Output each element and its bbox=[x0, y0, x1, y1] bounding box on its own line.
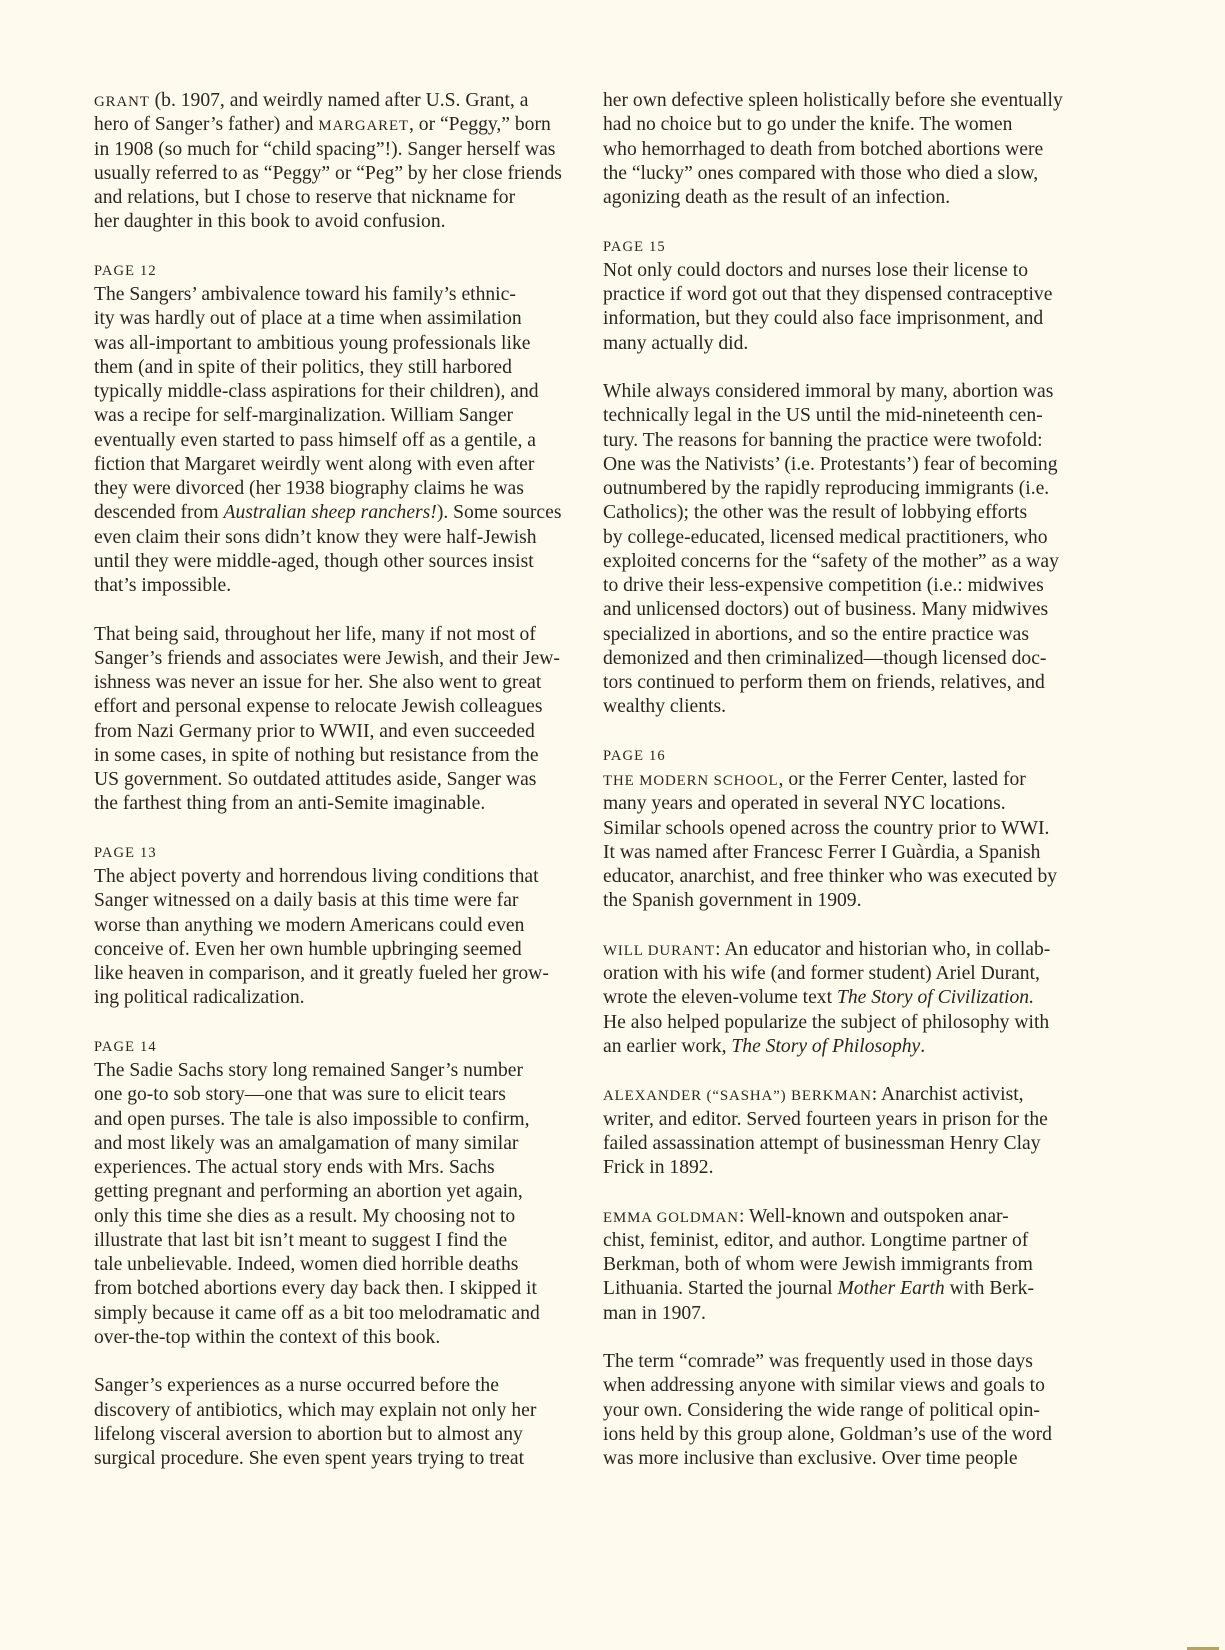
text-line bbox=[94, 186, 574, 210]
text-line bbox=[94, 477, 574, 501]
text-run: ). Some sources bbox=[436, 502, 562, 524]
text-run: an earlier work, bbox=[603, 1035, 732, 1057]
text-line bbox=[603, 986, 1083, 1010]
small-caps-term: WILL DURANT bbox=[603, 942, 716, 959]
text-line bbox=[603, 1229, 1083, 1253]
text-run: eventually even started to pass himself off as a gentile, a bbox=[94, 429, 536, 451]
text-run: Frick in 1892. bbox=[603, 1157, 714, 1178]
text-run: chist, feminist, editor, and author. Longtime partner of bbox=[603, 1229, 1029, 1251]
text-line bbox=[603, 938, 1083, 962]
text-line bbox=[94, 404, 574, 428]
text-run: ing political radicalization. bbox=[94, 987, 305, 1009]
text-run: The term “comrade” was frequently used in those days bbox=[603, 1351, 1033, 1372]
text-run: experiences. The actual story ends with Mrs. Sachs bbox=[94, 1157, 495, 1178]
small-caps-term: MARGARET bbox=[318, 118, 409, 135]
paragraph bbox=[603, 1205, 1083, 1326]
text-run: tury. The reasons for banning the practice were twofold: bbox=[603, 429, 1043, 451]
paragraph-spacer bbox=[603, 720, 1083, 744]
page-label: PAGE 14 bbox=[94, 1038, 157, 1055]
text-line bbox=[603, 429, 1083, 453]
text-line bbox=[603, 307, 1083, 331]
paragraph-spacer bbox=[94, 598, 574, 622]
italic-title: The Story of Civilization. bbox=[836, 987, 1034, 1009]
text-line bbox=[603, 623, 1083, 647]
text-run: was more inclusive than exclusive. Over time people bbox=[603, 1448, 1018, 1469]
text-run: in some cases, in spite of nothing but resistance from the bbox=[94, 744, 539, 766]
text-line bbox=[94, 332, 574, 356]
paragraph-spacer bbox=[94, 1350, 574, 1374]
text-run: ions held by this group alone, Goldman’s use of the word bbox=[603, 1423, 1052, 1445]
page-label: PAGE 13 bbox=[94, 844, 157, 861]
text-run: only this time she dies as a result. My choosing not to bbox=[94, 1205, 516, 1227]
paragraph-spacer bbox=[603, 1326, 1083, 1350]
text-line bbox=[603, 404, 1083, 428]
text-line bbox=[94, 356, 574, 380]
text-line bbox=[94, 671, 574, 695]
text-line bbox=[94, 138, 574, 162]
text-line bbox=[94, 526, 574, 550]
text-line bbox=[603, 671, 1083, 695]
text-line bbox=[94, 889, 574, 913]
text-line bbox=[94, 1277, 574, 1301]
text-run: Catholics); the other was the result of lobbying efforts bbox=[603, 502, 1028, 524]
text-line bbox=[94, 938, 574, 962]
text-run: tors continued to perform them on friends, relatives, and bbox=[603, 672, 1045, 693]
text-run: and open purses. The tale is also impossible to confirm, bbox=[94, 1108, 530, 1130]
text-run: technically legal in the US until the mid-nineteenth cen- bbox=[603, 405, 1043, 427]
text-line bbox=[94, 962, 574, 986]
page-label: PAGE 16 bbox=[603, 747, 666, 764]
paragraph-spacer bbox=[94, 1011, 574, 1035]
text-run: While always considered immoral by many, abortion was bbox=[603, 381, 1054, 402]
paragraph-spacer bbox=[94, 817, 574, 841]
text-line bbox=[94, 550, 574, 574]
text-line bbox=[94, 501, 574, 525]
text-line bbox=[603, 1423, 1083, 1447]
text-run: (b. 1907, and weirdly named after U.S. Grant, a bbox=[149, 90, 529, 111]
text-line bbox=[603, 647, 1083, 671]
text-run: wealthy clients. bbox=[603, 696, 726, 718]
text-line bbox=[603, 695, 1083, 719]
text-run: specialized in abortions, and so the entire practice was bbox=[603, 623, 1030, 645]
text-run: writer, and editor. Served fourteen years in prison for the bbox=[603, 1108, 1048, 1130]
italic-title: Mother Earth bbox=[837, 1278, 945, 1300]
text-run: Sanger’s experiences as a nurse occurred before the bbox=[94, 1375, 499, 1397]
text-run: information, but they could also face imprisonment, and bbox=[603, 308, 1044, 330]
text-run: exploited concerns for the “safety of the mother” as a way bbox=[603, 550, 1059, 572]
text-run: they were divorced (her 1938 biography claims he was bbox=[94, 478, 524, 499]
paragraph bbox=[603, 235, 1083, 356]
text-line bbox=[603, 1083, 1083, 1107]
text-line bbox=[603, 768, 1083, 792]
text-run: discovery of antibiotics, which may explain not only her bbox=[94, 1399, 537, 1421]
text-line bbox=[94, 768, 574, 792]
text-run: One was the Nativists’ (i.e. Protestants’) fear of becoming bbox=[603, 453, 1058, 475]
text-run: surgical procedure. She even spent years trying to treat bbox=[94, 1448, 525, 1469]
text-line bbox=[603, 574, 1083, 598]
text-run: even claim their sons didn’t know they were half-Jewish bbox=[94, 526, 537, 548]
text-run: agonizing death as the result of an infection. bbox=[603, 187, 951, 208]
text-run: , or “Peggy,” born bbox=[408, 114, 551, 136]
text-run: and most likely was an amalgamation of many similar bbox=[94, 1132, 519, 1154]
text-run: getting pregnant and performing an abortion yet again, bbox=[94, 1181, 523, 1203]
text-run: failed assassination attempt of businessman Henry Clay bbox=[603, 1132, 1041, 1154]
text-run: in 1908 (so much for “child spacing”!). Sanger herself was bbox=[94, 138, 556, 160]
text-run: many actually did. bbox=[603, 332, 749, 354]
text-run: by college-educated, licensed medical practitioners, who bbox=[603, 526, 1048, 548]
text-run: them (and in spite of their politics, they still harbored bbox=[94, 356, 512, 378]
text-line bbox=[603, 1447, 1083, 1471]
text-run: the “lucky” ones compared with those who died a slow, bbox=[603, 162, 1039, 184]
paragraph bbox=[603, 744, 1083, 914]
text-run: typically middle-class aspirations for their children), and bbox=[94, 381, 539, 402]
text-line bbox=[603, 841, 1083, 865]
text-line bbox=[603, 1035, 1083, 1059]
text-run: until they were middle-aged, though other sources insist bbox=[94, 550, 534, 572]
text-run: ity was hardly out of place at a time when assimilation bbox=[94, 308, 522, 330]
text-run: It was named after Francesc Ferrer I Guàrdia, a Spanish bbox=[603, 841, 1041, 863]
text-line bbox=[603, 1132, 1083, 1156]
text-line bbox=[603, 138, 1083, 162]
text-line bbox=[603, 186, 1083, 210]
text-run: outnumbered by the rapidly reproducing immigrants (i.e. bbox=[603, 478, 1050, 499]
text-line bbox=[94, 792, 574, 816]
text-line bbox=[94, 1447, 574, 1471]
left-column bbox=[94, 89, 574, 1471]
text-line bbox=[603, 889, 1083, 913]
text-line bbox=[94, 574, 574, 598]
text-line bbox=[94, 380, 574, 404]
text-line bbox=[603, 1205, 1083, 1229]
text-line bbox=[94, 453, 574, 477]
text-line bbox=[94, 1132, 574, 1156]
text-run: man in 1907. bbox=[603, 1302, 706, 1324]
right-column bbox=[603, 89, 1083, 1471]
text-line bbox=[94, 1059, 574, 1083]
text-line bbox=[603, 598, 1083, 622]
text-line bbox=[94, 429, 574, 453]
paragraph bbox=[94, 623, 574, 817]
paragraph bbox=[94, 1035, 574, 1350]
italic-title: Australian sheep ranchers! bbox=[223, 502, 437, 524]
text-line bbox=[94, 1205, 574, 1229]
text-run: had no choice but to go under the knife. The women bbox=[603, 114, 1013, 136]
small-caps-term: EMMA GOLDMAN bbox=[603, 1209, 739, 1226]
text-run: simply because it came off as a bit too melodramatic and bbox=[94, 1302, 540, 1324]
paragraph bbox=[94, 841, 574, 1011]
text-line bbox=[603, 477, 1083, 501]
text-run: Similar schools opened across the country prior to WWI. bbox=[603, 817, 1050, 839]
page-label: PAGE 15 bbox=[603, 238, 666, 255]
text-line bbox=[603, 1399, 1083, 1423]
text-run: the Spanish government in 1909. bbox=[603, 890, 862, 912]
text-run: many years and operated in several NYC locations. bbox=[603, 793, 1006, 815]
text-line bbox=[603, 1302, 1083, 1326]
text-line bbox=[94, 210, 574, 234]
text-run: usually referred to as “Peggy” or “Peg” by her close friends bbox=[94, 162, 562, 184]
text-line bbox=[603, 501, 1083, 525]
text-run: one go-to sob story—one that was sure to elicit tears bbox=[94, 1084, 506, 1106]
paragraph bbox=[603, 1083, 1083, 1180]
text-run: educator, anarchist, and free thinker who was executed by bbox=[603, 866, 1058, 887]
text-line bbox=[94, 1083, 574, 1107]
text-run: illustrate that last bit isn’t meant to suggest I find the bbox=[94, 1229, 508, 1251]
text-run: over-the-top within the context of this book. bbox=[94, 1326, 441, 1348]
paragraph bbox=[94, 1374, 574, 1471]
text-line bbox=[94, 89, 574, 113]
text-run: her own defective spleen holistically before she eventually bbox=[603, 90, 1063, 111]
text-line bbox=[94, 1399, 574, 1423]
text-line bbox=[603, 550, 1083, 574]
text-line bbox=[603, 89, 1083, 113]
text-line bbox=[94, 695, 574, 719]
text-line bbox=[603, 332, 1083, 356]
text-run: Sanger’s friends and associates were Jewish, and their Jew- bbox=[94, 647, 560, 669]
text-run: the farthest thing from an anti-Semite imaginable. bbox=[94, 793, 486, 815]
text-line bbox=[603, 113, 1083, 137]
paragraph-spacer bbox=[94, 235, 574, 259]
text-run: US government. So outdated attitudes aside, Sanger was bbox=[94, 769, 537, 790]
paragraph bbox=[603, 380, 1083, 720]
text-run: Lithuania. Started the journal bbox=[603, 1278, 838, 1300]
paragraph bbox=[603, 938, 1083, 1059]
small-caps-term: ALEXANDER (“SASHA”) BERKMAN bbox=[603, 1088, 872, 1105]
text-line bbox=[603, 1156, 1083, 1180]
text-line bbox=[94, 744, 574, 768]
paragraph bbox=[94, 89, 574, 235]
text-run: fiction that Margaret weirdly went along with even after bbox=[94, 453, 535, 475]
text-run: lifelong visceral aversion to abortion but to almost any bbox=[94, 1423, 523, 1445]
text-run: and unlicensed doctors) out of business. Many midwives bbox=[603, 599, 1049, 621]
italic-title: The Story of Philosophy bbox=[731, 1035, 921, 1057]
text-line bbox=[94, 162, 574, 186]
text-line bbox=[94, 283, 574, 307]
paragraph-spacer bbox=[603, 914, 1083, 938]
text-line bbox=[94, 1180, 574, 1204]
text-run: that’s impossible. bbox=[94, 575, 232, 596]
text-line bbox=[603, 162, 1083, 186]
text-run: : Anarchist activist, bbox=[871, 1084, 1024, 1106]
text-line bbox=[603, 259, 1083, 283]
text-run: when addressing anyone with similar views and goals to bbox=[603, 1375, 1045, 1397]
text-line bbox=[94, 1108, 574, 1132]
text-line bbox=[94, 720, 574, 744]
page-label: PAGE 12 bbox=[94, 262, 157, 279]
text-run: worse than anything we modern Americans could even bbox=[94, 914, 525, 936]
text-run: effort and personal expense to relocate Jewish colleagues bbox=[94, 696, 543, 718]
text-line bbox=[603, 1253, 1083, 1277]
text-run: The abject poverty and horrendous living conditions that bbox=[94, 866, 539, 887]
text-line bbox=[603, 380, 1083, 404]
text-line bbox=[603, 1277, 1083, 1301]
text-run: with Berk- bbox=[944, 1278, 1034, 1300]
text-line bbox=[94, 1302, 574, 1326]
paragraph bbox=[603, 1350, 1083, 1471]
text-run: your own. Considering the wide range of political opin- bbox=[603, 1399, 1040, 1421]
text-line bbox=[94, 623, 574, 647]
text-line bbox=[94, 986, 574, 1010]
text-line bbox=[94, 1423, 574, 1447]
text-line bbox=[94, 307, 574, 331]
text-line bbox=[94, 914, 574, 938]
text-run: tale unbelievable. Indeed, women died horrible deaths bbox=[94, 1254, 519, 1275]
text-line bbox=[603, 1350, 1083, 1374]
text-run: to drive their less-expensive competition (i.e.: midwives bbox=[603, 575, 1044, 596]
small-caps-term: THE MODERN SCHOOL bbox=[603, 773, 779, 789]
text-run: her daughter in this book to avoid confusion. bbox=[94, 211, 446, 233]
text-run: from Nazi Germany prior to WWII, and even succeeded bbox=[94, 720, 535, 742]
text-line bbox=[94, 647, 574, 671]
text-run: wrote the eleven-volume text bbox=[603, 987, 837, 1009]
text-run: and relations, but I chose to reserve that nickname for bbox=[94, 187, 516, 208]
text-line bbox=[603, 453, 1083, 477]
text-run: . bbox=[920, 1035, 926, 1057]
paragraph-spacer bbox=[603, 1059, 1083, 1083]
text-run: ishness was never an issue for her. She also went to great bbox=[94, 672, 542, 693]
text-line bbox=[603, 817, 1083, 841]
text-run: He also helped popularize the subject of philosophy with bbox=[603, 1011, 1050, 1033]
text-run: was a recipe for self-marginalization. William Sanger bbox=[94, 405, 514, 427]
small-caps-term: GRANT bbox=[94, 94, 150, 110]
text-line bbox=[603, 962, 1083, 986]
text-run: Sanger witnessed on a daily basis at this time were far bbox=[94, 890, 519, 912]
text-run: The Sangers’ ambivalence toward his family’s ethnic- bbox=[94, 284, 516, 305]
text-run: Berkman, both of whom were Jewish immigrants from bbox=[603, 1254, 1033, 1275]
text-line bbox=[94, 1374, 574, 1398]
text-run: oration with his wife (and former student) Ariel Durant, bbox=[603, 963, 1040, 984]
text-run: conceive of. Even her own humble upbringing seemed bbox=[94, 938, 522, 960]
text-line bbox=[603, 1374, 1083, 1398]
text-line bbox=[94, 1156, 574, 1180]
text-run: , or the Ferrer Center, lasted for bbox=[778, 769, 1026, 790]
text-line bbox=[603, 792, 1083, 816]
paragraph-spacer bbox=[603, 210, 1083, 234]
text-line bbox=[94, 865, 574, 889]
text-run: : An educator and historian who, in collab- bbox=[715, 938, 1051, 960]
text-line bbox=[603, 865, 1083, 889]
text-run: : Well-known and outspoken anar- bbox=[738, 1205, 1009, 1227]
text-line bbox=[94, 113, 574, 137]
text-run: who hemorrhaged to death from botched abortions were bbox=[603, 138, 1044, 160]
text-run: hero of Sanger’s father) and bbox=[94, 114, 319, 136]
text-run: demonized and then criminalized—though licensed doc- bbox=[603, 647, 1047, 669]
text-run: was all-important to ambitious young professionals like bbox=[94, 332, 531, 354]
text-run: Not only could doctors and nurses lose their license to bbox=[603, 259, 1028, 281]
text-line bbox=[94, 1253, 574, 1277]
text-run: descended from bbox=[94, 502, 224, 524]
text-run: practice if word got out that they dispensed contraceptive bbox=[603, 284, 1053, 305]
text-run: That being said, throughout her life, many if not most of bbox=[94, 623, 536, 645]
text-line bbox=[603, 526, 1083, 550]
paragraph bbox=[94, 259, 574, 599]
text-line bbox=[94, 1229, 574, 1253]
text-line bbox=[94, 1326, 574, 1350]
text-line bbox=[603, 1011, 1083, 1035]
paragraph bbox=[603, 89, 1083, 210]
text-run: from botched abortions every day back then. I skipped it bbox=[94, 1278, 537, 1300]
text-line bbox=[603, 1108, 1083, 1132]
text-line bbox=[603, 283, 1083, 307]
text-run: The Sadie Sachs story long remained Sanger’s number bbox=[94, 1060, 523, 1081]
text-run: like heaven in comparison, and it greatly fueled her grow- bbox=[94, 963, 549, 984]
paragraph-spacer bbox=[603, 1180, 1083, 1204]
paragraph-spacer bbox=[603, 356, 1083, 380]
